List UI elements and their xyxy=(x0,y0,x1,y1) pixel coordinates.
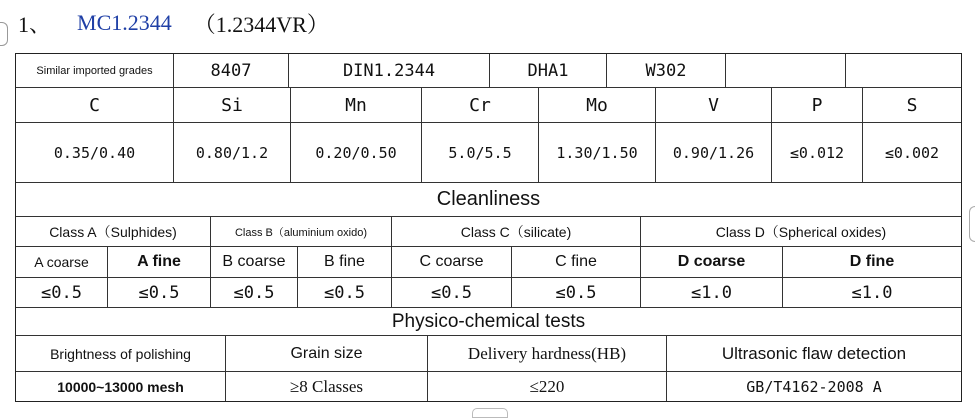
cleanliness-title: Cleanliness xyxy=(436,188,541,210)
spec-table xyxy=(15,53,962,402)
test-value-row xyxy=(16,372,961,401)
inclusion-class-row xyxy=(16,217,961,247)
test-header-row xyxy=(16,336,961,372)
element-cell: P xyxy=(772,88,863,122)
physico-title: Physico-chemical tests xyxy=(391,310,586,332)
test-header: Brightness of polishing xyxy=(16,336,226,371)
inclusion-class: Class D（Spherical oxides) xyxy=(715,223,887,240)
test-value: 10000~13000 mesh xyxy=(16,372,226,401)
inclusion-limit-row xyxy=(16,278,961,308)
element-cell: C xyxy=(16,88,174,122)
alt-grade: （1.2344VR） xyxy=(193,11,329,37)
grade-cell xyxy=(726,54,846,87)
grade-cell: 8407 xyxy=(174,54,289,87)
element-cell: Si xyxy=(174,88,291,122)
element-cell: Mo xyxy=(539,88,656,122)
test-header: Delivery hardness(HB) xyxy=(428,336,667,371)
inclusion-class: Class B（aluminium oxido) xyxy=(211,217,392,246)
composition-value: 5.0/5.5 xyxy=(422,123,539,182)
steel-grade: MC1.2344 xyxy=(77,10,172,35)
composition-value: 0.80/1.2 xyxy=(174,123,291,182)
composition-value: 0.90/1.26 xyxy=(656,123,772,182)
page-edge-marker-right xyxy=(969,206,975,242)
grades-row xyxy=(16,54,961,88)
test-value: ≤220 xyxy=(428,372,667,401)
inclusion-limit: ≤0.5 xyxy=(108,278,211,307)
composition-value: ≤0.012 xyxy=(772,123,863,182)
inclusion-class: Class A（Sulphides) xyxy=(16,217,211,246)
element-cell: Cr xyxy=(422,88,539,122)
section-heading xyxy=(18,8,329,38)
cleanliness-title-row xyxy=(16,183,961,217)
inclusion-limit: ≤1.0 xyxy=(641,278,783,307)
page-edge-marker xyxy=(0,22,8,46)
grade-cell xyxy=(846,54,961,87)
grade-cell: DIN1.2344 xyxy=(289,54,490,87)
grade-cell: DHA1 xyxy=(490,54,607,87)
inclusion-class: Class C（silicate) xyxy=(392,217,641,246)
test-header: Ultrasonic flaw detection xyxy=(721,343,907,363)
element-row xyxy=(16,88,961,123)
physico-title-row xyxy=(16,308,961,336)
inclusion-grade: D coarse xyxy=(641,247,783,277)
inclusion-limit: ≤0.5 xyxy=(512,278,641,307)
inclusion-limit: ≤0.5 xyxy=(298,278,392,307)
composition-row xyxy=(16,123,961,183)
inclusion-grade: A fine xyxy=(108,247,211,277)
test-header: Grain size xyxy=(226,336,428,371)
test-value: GB/T4162-2008 A xyxy=(746,377,882,396)
composition-value: 0.20/0.50 xyxy=(291,123,422,182)
inclusion-grade: B fine xyxy=(298,247,392,277)
composition-value: 1.30/1.50 xyxy=(539,123,656,182)
grades-label: Similar imported grades xyxy=(16,54,174,87)
inclusion-grade: B coarse xyxy=(211,247,298,277)
composition-value: ≤0.002 xyxy=(884,143,940,162)
section-number: 1、 xyxy=(18,11,52,37)
element-cell: Mn xyxy=(291,88,422,122)
composition-value: 0.35/0.40 xyxy=(16,123,174,182)
element-cell: V xyxy=(656,88,772,122)
test-value: ≥8 Classes xyxy=(226,372,428,401)
page-edge-marker-bottom xyxy=(472,408,508,418)
inclusion-grade: C fine xyxy=(512,247,641,277)
inclusion-grade-row xyxy=(16,247,961,278)
element-cell: S xyxy=(906,94,918,116)
inclusion-grade: D fine xyxy=(849,253,895,270)
inclusion-limit: ≤0.5 xyxy=(392,278,512,307)
inclusion-grade: C coarse xyxy=(392,247,512,277)
inclusion-limit: ≤1.0 xyxy=(851,282,893,303)
inclusion-limit: ≤0.5 xyxy=(16,278,108,307)
inclusion-limit: ≤0.5 xyxy=(211,278,298,307)
grade-cell: W302 xyxy=(607,54,726,87)
inclusion-grade: A coarse xyxy=(16,247,108,277)
